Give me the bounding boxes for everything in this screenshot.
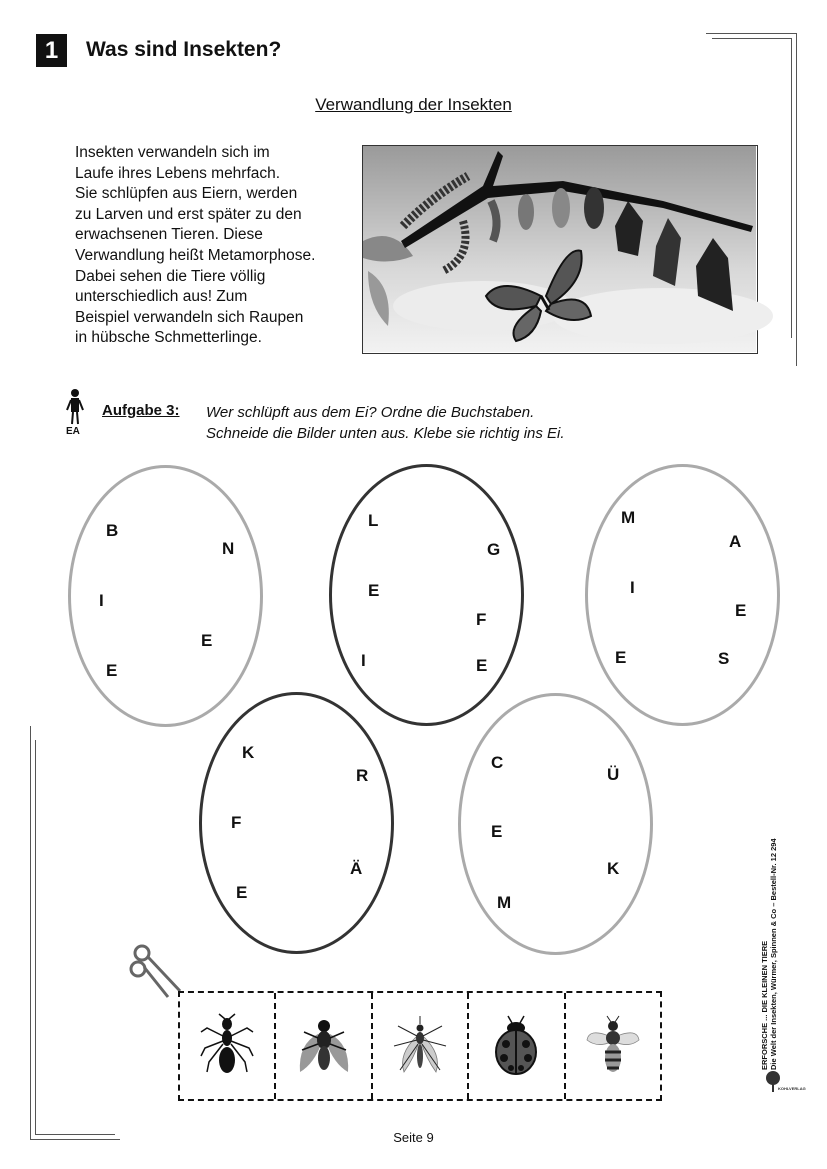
letter-egg[interactable] [68,465,263,727]
intro-line: erwachsenen Tieren. Diese [75,226,263,244]
letter-egg[interactable] [329,464,524,726]
egg-letter: E [615,648,627,667]
chapter-number: 1 [36,34,67,67]
cut-out-card[interactable] [276,993,372,1099]
letter-egg[interactable] [199,692,394,954]
egg-letter: G [487,540,501,559]
cut-out-card[interactable] [469,993,565,1099]
letter-egg[interactable] [458,693,653,955]
cut-out-card[interactable] [373,993,469,1099]
publisher-name: KOHLVERLAG [778,1086,806,1091]
egg-letter: K [242,743,255,762]
page-number: Seite 9 [393,1130,434,1145]
sidebar-publication-info [760,740,800,1070]
publisher-logo [764,1068,806,1094]
intro-line: unterschiedlich aus! Zum [75,288,248,306]
cut-out-card[interactable] [566,993,660,1099]
egg-letter: I [630,578,635,597]
egg-letter: S [718,649,730,668]
egg-letter: I [99,591,104,610]
egg-letter: B [106,521,119,540]
egg-letter: F [231,813,242,832]
egg-letter: E [735,601,747,620]
intro-line: in hübsche Schmetterlinge. [75,329,262,347]
frame-bottom-left-v [30,726,31,1139]
egg-letter: E [476,656,488,675]
sidebar-book: Die Welt der Insekten, Würmer, Spinnen & Co – Bestell-Nr. 12 294 [769,838,778,1070]
task-line: Schneide die Bilder unten aus. Klebe sie richtig ins Ei. [206,425,565,442]
frame-top-right-v [796,33,797,366]
section-subtitle: Verwandlung der Insekten [315,95,512,114]
egg-letter: N [222,539,235,558]
egg-letter: Ü [607,765,620,784]
task-instructions [206,402,565,444]
egg-letter: E [368,581,380,600]
intro-line: Verwandlung heißt Metamorphose. [75,246,316,264]
task-label: Aufgabe 3: [102,402,180,419]
intro-line: Dabei sehen die Tiere völlig [75,267,266,285]
egg-letter: E [201,631,213,650]
intro-line: Laufe ihres Lebens mehrfach. [75,164,281,182]
egg-letter: K [607,859,620,878]
intro-line: Beispiel verwandeln sich Raupen [75,308,304,326]
metamorphosis-illustration [363,146,756,352]
frame-bottom-left-v2 [35,740,36,1134]
egg-letter: F [476,610,487,629]
egg-letter: R [356,766,369,785]
egg-letter: M [497,893,512,912]
egg-letter: Ä [350,859,363,878]
intro-line: zu Larven und erst später zu den [75,205,302,223]
intro-line: Insekten verwandeln sich im [75,144,270,161]
task-line: Wer schlüpft aus dem Ei? Ordne die Buchstaben. [206,404,535,421]
bee-icon [583,1014,643,1078]
frame-top-right-v2 [791,38,792,338]
egg-letter: E [236,883,248,902]
cut-out-card[interactable] [180,993,276,1099]
ant-icon [197,1014,257,1078]
letter-egg[interactable] [585,464,780,726]
metamorphosis-image [362,145,758,354]
scissors-icon [128,941,184,999]
cut-out-strip [178,991,662,1101]
intro-text [75,143,360,349]
sidebar-series: ERFORSCHE ... DIE KLEINEN TIERE [760,940,769,1070]
frame-top-right-h2 [712,38,792,39]
intro-line: Sie schlüpfen aus Eiern, werden [75,185,298,203]
page-title: Was sind Insekten? [86,38,282,61]
egg-letter: L [368,511,379,530]
mosquito-icon [390,1014,450,1078]
egg-letter: M [621,508,636,527]
fly-icon [294,1014,354,1078]
egg-letter: E [106,661,118,680]
egg-letter: C [491,753,504,772]
egg-letter: E [491,822,503,841]
ladybug-icon [486,1014,546,1078]
frame-top-right-h [706,33,796,34]
egg-letter: A [729,532,742,551]
egg-letter: I [361,651,366,670]
ea-label: EA [66,426,80,437]
